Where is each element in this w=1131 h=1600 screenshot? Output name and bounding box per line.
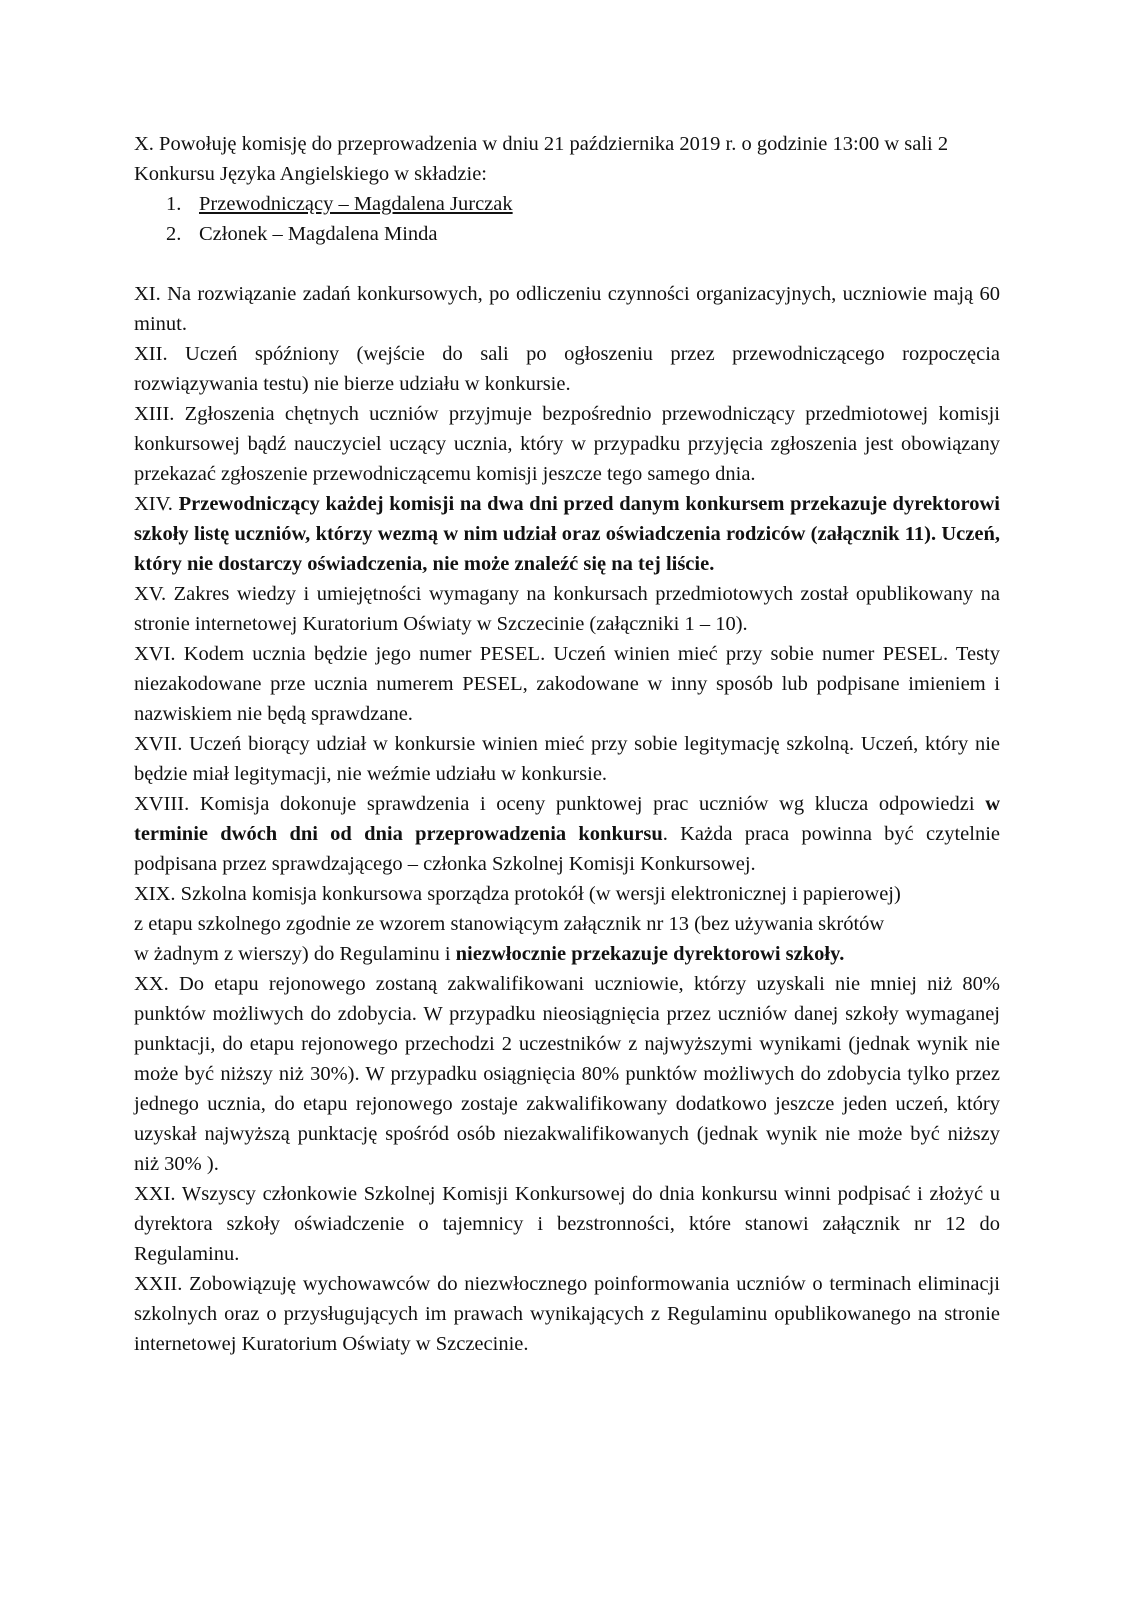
paragraph-xix-bold-text: niezwłocznie przekazuje dyrektorowi szkoły. (455, 943, 845, 965)
list-item-number: 1. (166, 193, 182, 215)
list-item (134, 189, 1000, 219)
paragraph-xix-line-1: XIX. Szkolna komisja konkursowa sporządza protokół (w wersji elektronicznej i papierowej) (134, 883, 901, 905)
paragraph-xi: XI. Na rozwiązanie zadań konkursowych, po odliczeniu czynności organizacyjnych, uczniowie mają 60 minut. (134, 283, 1000, 335)
list-item-text: Przewodniczący – Magdalena Jurczak (199, 193, 513, 215)
commission-list (134, 189, 1000, 249)
paragraph-x (134, 129, 1000, 189)
paragraph-xvii: XVII. Uczeń biorący udział w konkursie winien mieć przy sobie legitymację szkolną. Uczeń, który nie będzie miał legitymacji, nie weźmie udziału w konkursie. (134, 733, 1000, 785)
paragraph-xix (134, 879, 1000, 969)
paragraph-xv: XV. Zakres wiedzy i umiejętności wymagany na konkursach przedmiotowych został opublikowany na stronie internetowej Kuratorium Oświaty w Szczecinie (załączniki 1 – 10). (134, 583, 1000, 635)
paragraph-xiv (134, 489, 1000, 579)
spacer (134, 249, 1000, 279)
paragraph-x-text: X. Powołuję komisję do przeprowadzenia w dniu 21 października 2019 r. o godzinie 13:00 w sali 2 Konkursu Języka Angielskiego w składzie: (134, 133, 949, 185)
list-item-number: 2. (166, 223, 182, 245)
paragraph-xvi: XVI. Kodem ucznia będzie jego numer PESEL. Uczeń winien mieć przy sobie numer PESEL. Testy niezakodowane prze ucznia numerem PESEL, zakodowane w inny sposób lub podpisane imieniem i nazwiskiem nie będą sprawdzane. (134, 643, 1000, 725)
paragraph-number: XIV. (134, 493, 173, 515)
paragraph-xii: XII. Uczeń spóźniony (wejście do sali po ogłoszeniu przez przewodniczącego rozpoczęcia rozwiązywania testu) nie bierze udziału w konkursie. (134, 343, 1000, 395)
paragraph-xviii (134, 789, 1000, 879)
paragraph-xx: XX. Do etapu rejonowego zostaną zakwalifikowani uczniowie, którzy uzyskali nie mniej niż 80% punktów możliwych do zdobycia. W przypadku nieosiągnięcia przez uczniów danej szkoły wymaganej punktacji, do etapu rejonowego przechodzi 2 uczestników z najwyższymi wynikami (jednak wynik nie może być niższy niż 30%). W przypadku osiągnięcia 80% punktów możliwych do zdobycia tylko przez jednego ucznia, do etapu rejonowego zostaje zakwalifikowany dodatkowo jeszcze jeden uczeń, który uzyskał najwyższą punktację spośród osób niezakwalifikowanych (jednak wynik nie może być niższy niż 30% ). (134, 973, 1000, 1175)
paragraph-xiv-bold-text: Przewodniczący każdej komisji na dwa dni przed danym konkursem przekazuje dyrektorowi szkoły listę uczniów, którzy wezmą w nim udział oraz oświadczenia rodziców (załącznik 11). Uczeń, który nie dostarczy oświadczenia, nie może znaleźć się na tej liście. (134, 493, 1000, 575)
paragraph-xviii-text-end: . Każda praca powinna być czytelnie podpisana przez sprawdzającego – członka Szkolnej Komisji Konkursowej. (134, 823, 1000, 875)
list-item-text: Członek – Magdalena Minda (199, 223, 438, 245)
paragraph-xviii-text: XVIII. Komisja dokonuje sprawdzenia i oceny punktowej prac uczniów wg klucza odpowiedzi (134, 793, 975, 815)
paragraph-xviii-bold-text: w terminie dwóch dni od dnia przeprowadzenia konkursu (134, 793, 1000, 845)
paragraph-xix-line-3: w żadnym z wierszy) do Regulaminu i (134, 943, 451, 965)
paragraph-xix-line-2: z etapu szkolnego zgodnie ze wzorem stanowiącym załącznik nr 13 (bez używania skrótów (134, 913, 885, 935)
paragraph-xxii: XXII. Zobowiązuję wychowawców do niezwłocznego poinformowania uczniów o terminach eliminacji szkolnych oraz o przysługujących im prawach wynikających z Regulaminu opublikowanego na stronie internetowej Kuratorium Oświaty w Szczecinie. (134, 1273, 1000, 1355)
paragraph-xxi: XXI. Wszyscy członkowie Szkolnej Komisji Konkursowej do dnia konkursu winni podpisać i złożyć u dyrektora szkoły oświadczenie o tajemnicy i bezstronności, które stanowi załącznik nr 12 do Regulaminu. (134, 1183, 1000, 1265)
paragraph-xiii: XIII. Zgłoszenia chętnych uczniów przyjmuje bezpośrednio przewodniczący przedmiotowej komisji konkursowej bądź nauczyciel uczący ucznia, który w przypadku przyjęcia zgłoszenia jest obowiązany przekazać zgłoszenie przewodniczącemu komisji jeszcze tego samego dnia. (134, 403, 1000, 485)
list-item (134, 219, 1000, 249)
document-page (134, 129, 1000, 1359)
